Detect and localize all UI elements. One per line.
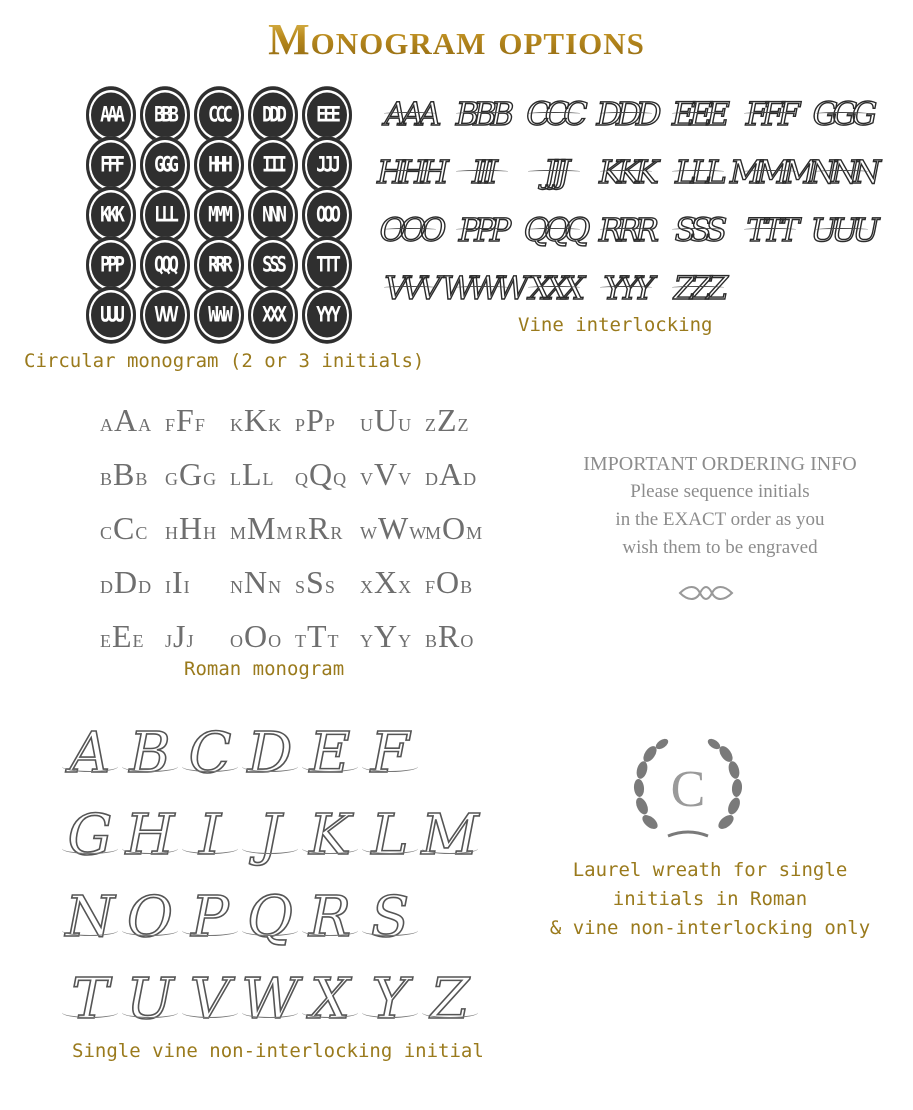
roman-monogram-item [165,454,230,502]
laurel-wreath-icon [628,736,748,844]
roman-letter: L [230,469,241,489]
roman-monogram-item [425,616,490,664]
roman-letter: G [203,469,217,489]
vine-interlocking-grid [378,88,883,308]
laurel-caption-line: & vine non-interlocking only [549,917,871,939]
ordering-info-line: Please sequence initials [630,481,810,502]
roman-letter: A [114,402,138,438]
single-vine-letter: P [180,885,240,950]
roman-letter: K [230,415,243,435]
roman-monogram-item [360,454,425,502]
roman-letter: X [360,577,373,597]
roman-letter: B [113,456,135,492]
circular-monogram-item: BBB [140,86,190,144]
roman-letter: P [306,402,324,438]
roman-letter: O [442,510,466,546]
roman-monogram-item [295,508,360,556]
roman-monogram-item [295,400,360,448]
circular-monogram-item: TTT [302,236,352,294]
single-vine-letter: L [360,803,420,868]
roman-monogram-item [360,508,425,556]
vine-interlocking-caption: Vine interlocking [518,314,713,336]
roman-letter: K [244,402,268,438]
single-vine-letter: E [300,721,360,786]
roman-monogram-caption: Roman monogram [184,658,345,680]
ordering-info [540,450,900,562]
single-vine-letter: S [360,885,420,950]
circular-monogram-item: HHH [194,136,244,194]
roman-monogram-item [230,616,295,664]
single-vine-letter: B [120,721,180,786]
single-vine-letter: I [180,803,240,868]
roman-letter: T [295,631,306,651]
roman-letter: X [398,577,412,597]
roman-letter: R [438,618,460,654]
roman-monogram-item [100,508,165,556]
single-vine-caption: Single vine non-interlocking initial [72,1040,484,1062]
circular-monogram-item: PPP [86,236,136,294]
vine-monogram-item: YYY [594,262,658,314]
vine-monogram-item: LLL [666,146,730,198]
laurel-letter: C [670,761,706,818]
roman-letter: Q [295,469,308,489]
roman-letter: O [230,631,243,651]
roman-letter: Y [398,631,412,651]
circular-monogram-item: VVV [140,286,190,344]
vine-monogram-item: JJJ [522,146,586,198]
single-vine-letter: F [360,721,420,786]
laurel-caption [520,856,900,943]
single-vine-letter: H [120,803,180,868]
roman-letter: G [165,469,178,489]
circular-monogram-item: YYY [302,286,352,344]
vine-monogram-item: VVV [378,262,442,314]
roman-monogram-item [100,454,165,502]
roman-letter: M [230,523,247,543]
vine-monogram-item: UUU [810,204,874,256]
roman-letter: R [295,523,308,543]
vine-monogram-item: SSS [666,204,730,256]
roman-letter: C [135,523,148,543]
roman-letter: Z [437,402,457,438]
single-vine-letter: X [300,967,360,1032]
roman-letter: X [374,564,398,600]
vine-monogram-item: EEE [666,88,730,140]
roman-letter: N [268,577,282,597]
circular-monogram-item: LLL [140,186,190,244]
vine-monogram-item: DDD [594,88,658,140]
single-vine-letter: K [300,803,360,868]
roman-letter: V [374,456,398,492]
circular-monogram-item: DDD [248,86,298,144]
single-vine-letter: U [120,967,180,1032]
vine-monogram-item: QQQ [522,204,586,256]
roman-letter: F [176,402,194,438]
single-vine-row [60,794,500,876]
circular-monogram-item: XXX [248,286,298,344]
single-vine-letter: G [60,803,120,868]
single-vine-letter: W [241,966,299,1032]
single-vine-letter: Q [240,885,300,950]
single-vine-letter: J [240,803,300,868]
roman-letter: I [172,564,183,600]
roman-letter: S [306,564,324,600]
single-vine-grid [60,712,500,1042]
roman-letter: B [135,469,148,489]
flourish-ornament-icon [676,584,736,602]
roman-letter: D [463,469,477,489]
roman-monogram-item [165,508,230,556]
roman-letter: J [165,631,173,651]
laurel-caption-line: Laurel wreath for single [572,859,848,881]
roman-letter: D [425,469,438,489]
roman-monogram-item [165,562,230,610]
roman-letter: L [262,469,274,489]
roman-letter: K [268,415,282,435]
ordering-info-heading: IMPORTANT ORDERING INFO [583,453,857,475]
roman-letter: J [173,618,186,654]
roman-letter: U [360,415,373,435]
roman-letter: I [165,577,171,597]
roman-letter: A [100,415,113,435]
roman-monogram-item [425,562,490,610]
roman-letter: M [247,510,276,546]
roman-letter: O [244,618,268,654]
roman-letter: M [276,523,293,543]
roman-monogram-item [165,616,230,664]
single-vine-row [60,958,500,1040]
roman-letter: E [112,618,132,654]
roman-monogram-item [100,562,165,610]
circular-monogram-item: WWW [194,286,244,344]
roman-letter: D [100,577,113,597]
roman-monogram-item [360,400,425,448]
roman-letter: M [425,523,442,543]
roman-monogram-item [360,616,425,664]
roman-monogram-item [230,508,295,556]
circular-monogram-item: QQQ [140,236,190,294]
vine-monogram-item: ZZZ [666,262,730,314]
roman-letter: Q [333,469,347,489]
roman-letter: D [114,564,138,600]
circular-monogram-item: CCC [194,86,244,144]
roman-monogram-item [230,562,295,610]
roman-monogram-item [100,616,165,664]
roman-letter: N [244,564,268,600]
roman-letter: B [425,631,438,651]
circular-monogram-item: GGG [140,136,190,194]
vine-monogram-item: BBB [450,88,514,140]
ordering-info-line: in the EXACT order as you [615,509,825,530]
vine-monogram-item: OOO [378,204,442,256]
roman-monogram-item [295,454,360,502]
roman-letter: C [100,523,113,543]
circular-monogram-item: KKK [86,186,136,244]
roman-monogram-item [425,454,490,502]
vine-monogram-item: HHH [378,146,442,198]
roman-letter: F [165,415,176,435]
single-vine-letter: C [180,721,240,786]
roman-letter: P [295,415,306,435]
circular-monogram-item: FFF [86,136,136,194]
roman-letter: O [436,564,460,600]
roman-letter: W [409,523,427,543]
roman-letter: O [268,631,282,651]
roman-letter: H [165,523,178,543]
roman-letter: E [100,631,111,651]
single-vine-letter: V [180,967,240,1032]
circular-monogram-item: JJJ [302,136,352,194]
single-vine-letter: N [60,885,120,950]
vine-monogram-item: FFF [738,88,802,140]
roman-letter: F [194,415,205,435]
roman-letter: Q [309,456,333,492]
vine-monogram-item: NNN [810,146,874,198]
roman-letter: U [398,415,412,435]
roman-monogram-item [425,400,490,448]
roman-monogram-grid [100,400,490,670]
roman-letter: D [138,577,152,597]
roman-letter: A [439,456,463,492]
roman-monogram-item [100,400,165,448]
single-vine-letter: D [240,721,300,786]
roman-monogram-item [295,616,360,664]
roman-letter: U [374,402,398,438]
vine-monogram-item: RRR [594,204,658,256]
circular-monogram-item: OOO [302,186,352,244]
circular-monogram-item: MMM [194,186,244,244]
roman-letter: H [203,523,217,543]
roman-letter: B [460,577,473,597]
single-vine-letter: R [300,885,360,950]
vine-monogram-item: III [450,146,514,198]
single-vine-letter: A [60,721,120,786]
roman-letter: Y [374,618,398,654]
roman-letter: O [460,631,474,651]
roman-letter: C [113,510,135,546]
roman-monogram-item [425,508,490,556]
vine-monogram-item: AAA [378,88,442,140]
laurel-caption-line: initials in Roman [612,888,808,910]
circular-monogram-item: III [248,136,298,194]
circular-monogram-item: UUU [86,286,136,344]
roman-letter: E [132,631,144,651]
single-vine-letter: O [120,885,180,950]
circular-monogram-item: NNN [248,186,298,244]
roman-letter: W [360,523,377,543]
vine-monogram-item: XXX [522,262,586,314]
roman-letter: B [100,469,113,489]
roman-monogram-item [295,562,360,610]
circular-monogram-caption: Circular monogram (2 or 3 initials) [24,350,425,372]
roman-letter: S [295,577,306,597]
circular-monogram-grid [86,92,356,342]
roman-letter: Y [360,631,373,651]
roman-letter: T [327,631,339,651]
roman-monogram-item [230,400,295,448]
roman-letter: J [186,631,194,651]
roman-monogram-item [165,400,230,448]
single-vine-row [60,712,500,794]
single-vine-row [60,876,500,958]
single-vine-letter: T [60,967,120,1032]
roman-letter: Z [457,415,469,435]
roman-letter: R [330,523,343,543]
roman-letter: A [138,415,152,435]
vine-monogram-item: CCC [522,88,586,140]
roman-letter: T [307,618,327,654]
ordering-info-line: wish them to be engraved [622,537,818,558]
circular-monogram-item: SSS [248,236,298,294]
vine-monogram-item: PPP [450,204,514,256]
roman-letter: G [179,456,203,492]
circular-monogram-item: RRR [194,236,244,294]
roman-letter: P [324,415,335,435]
single-vine-letter: Z [420,967,480,1032]
vine-monogram-item: WWW [450,262,514,314]
single-vine-letter: M [421,802,479,868]
vine-monogram-item: KKK [594,146,658,198]
roman-letter: V [398,469,412,489]
vine-monogram-item: TTT [738,204,802,256]
roman-letter: M [466,523,483,543]
roman-monogram-item [360,562,425,610]
roman-letter: S [324,577,335,597]
roman-letter: V [360,469,373,489]
roman-letter: Z [425,415,436,435]
roman-letter: N [230,577,243,597]
roman-letter: F [425,577,436,597]
single-vine-letter: Y [360,967,420,1032]
page-title: Monogram options [0,14,913,65]
roman-letter: H [179,510,203,546]
roman-letter: L [242,456,262,492]
circular-monogram-item: AAA [86,86,136,144]
vine-monogram-item: MMM [738,146,802,198]
roman-monogram-item [230,454,295,502]
circular-monogram-item: EEE [302,86,352,144]
roman-letter: I [183,577,190,597]
vine-monogram-item: GGG [810,88,874,140]
roman-letter: W [378,510,409,546]
roman-letter: R [308,510,330,546]
